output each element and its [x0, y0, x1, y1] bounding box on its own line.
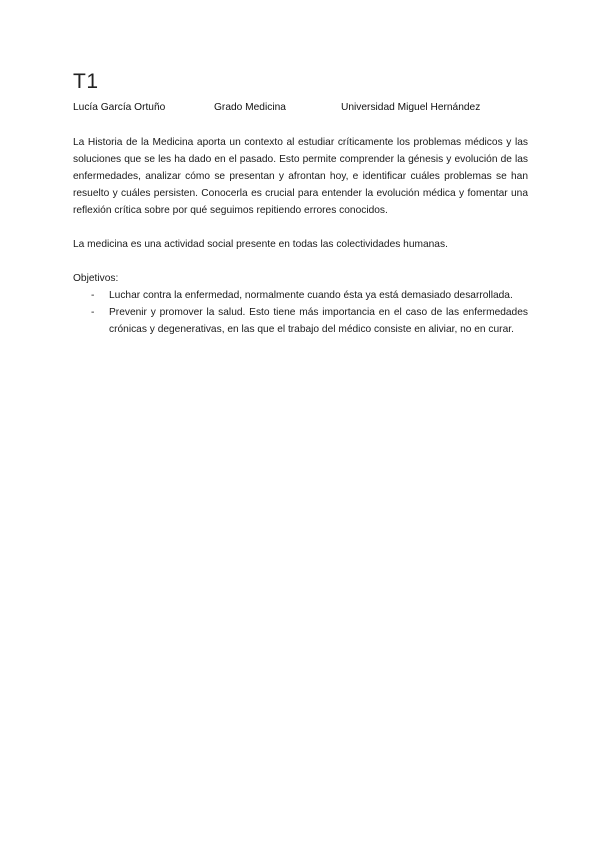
- objective-text: Prevenir y promover la salud. Esto tiene más importancia en el caso de las enfermedades crónicas y degenerativas, en las que el trabajo del médico consiste en aliviar, no en curar.: [109, 307, 528, 335]
- bullet-dash: -: [91, 290, 95, 301]
- bullet-dash: -: [91, 307, 95, 318]
- objectives-label: Objetivos:: [73, 273, 119, 284]
- document-header: [73, 102, 480, 113]
- objectives-list: [73, 287, 528, 338]
- paragraph-intro: La Historia de la Medicina aporta un contexto al estudiar críticamente los problemas médicos y las soluciones que se les ha dado en el pasado. Esto permite comprender la génesis y evolución de las enfermedades, analizar cómo se presentan y afrontan hoy, e identificar cuáles problemas se han resuelto y cuáles persisten. Conocerla es crucial para entender la evolución médica y fomentar una reflexión crítica sobre por qué seguimos repitiendo errores conocidos.: [73, 137, 528, 216]
- list-item: [73, 287, 528, 304]
- document-body: [73, 134, 528, 338]
- document-title: T1: [73, 70, 99, 93]
- list-item: [73, 304, 528, 338]
- header-degree: Grado Medicina: [214, 102, 286, 113]
- paragraph-social: La medicina es una actividad social presente en todas las colectividades humanas.: [73, 239, 448, 250]
- header-university: Universidad Miguel Hernández: [341, 102, 481, 113]
- header-author: Lucía García Ortuño: [73, 102, 166, 113]
- objective-text: Luchar contra la enfermedad, normalmente cuando ésta ya está demasiado desarrollada.: [109, 290, 513, 301]
